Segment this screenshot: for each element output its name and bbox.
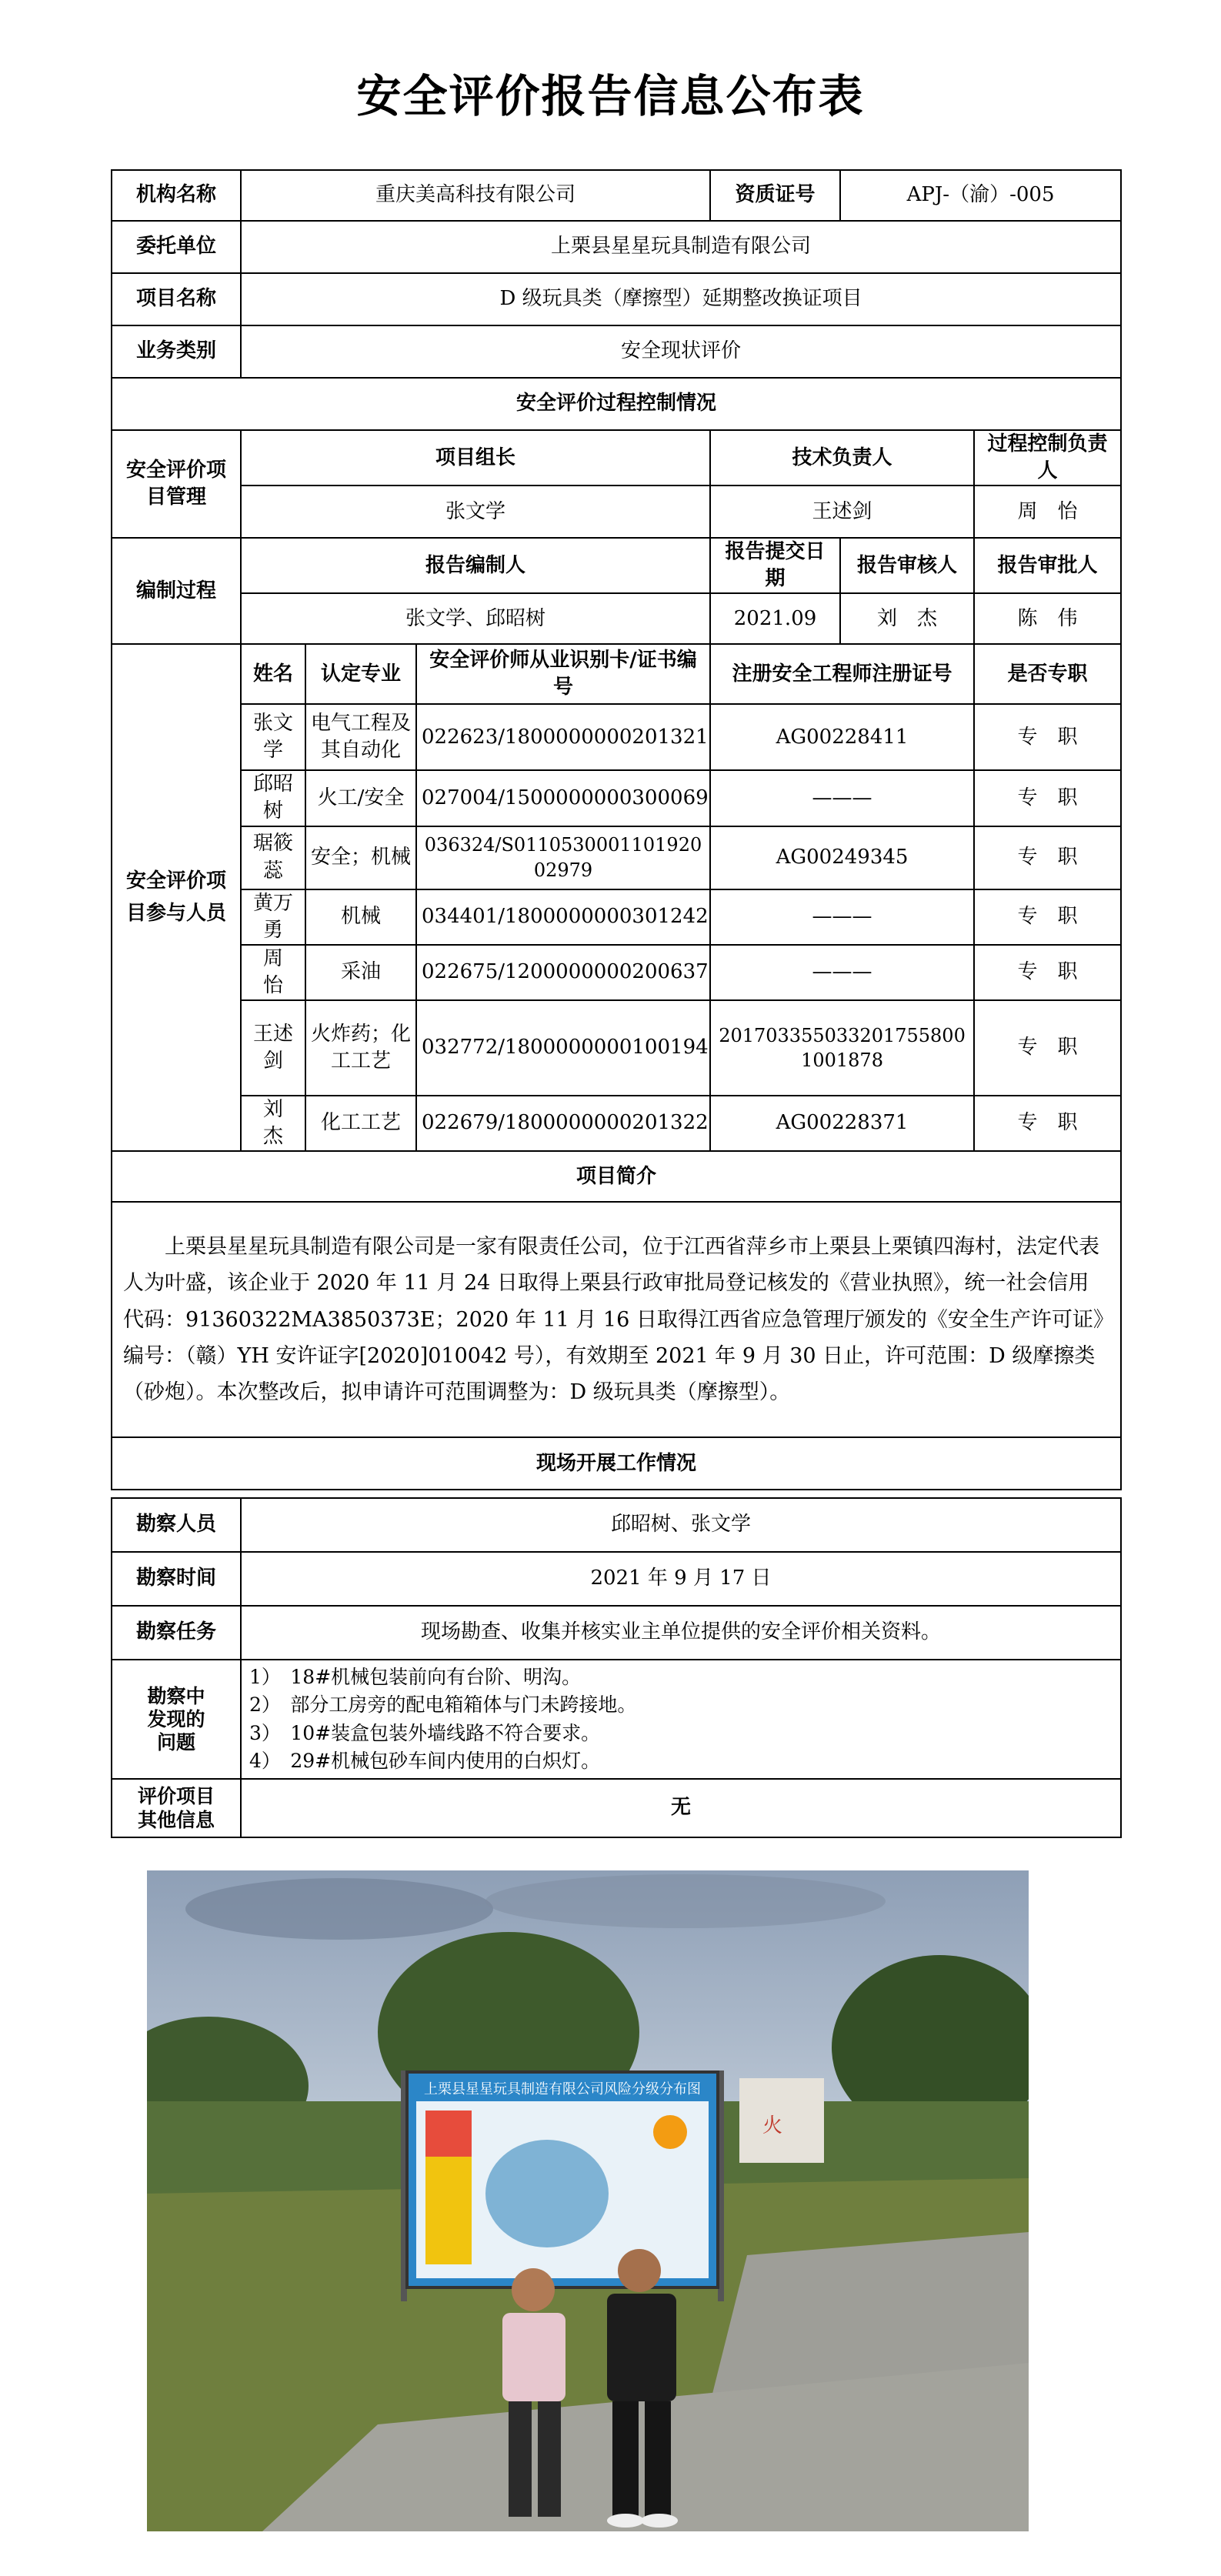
participant-card: 027004/1500000000300069 — [416, 770, 710, 826]
participant-name: 黄万勇 — [241, 889, 305, 945]
participant-fulltime: 专 职 — [974, 1000, 1121, 1096]
participant-major: 机械 — [305, 889, 416, 945]
participant-major: 化工工艺 — [305, 1096, 416, 1151]
participants-header-reg: 注册安全工程师注册证号 — [710, 644, 974, 704]
participant-row — [112, 1096, 1121, 1151]
participant-major: 火炸药；化工工艺 — [305, 1000, 416, 1096]
participants-header-fulltime: 是否专职 — [974, 644, 1121, 704]
survey-task-value: 现场勘查、收集并核实业主单位提供的安全评价相关资料。 — [241, 1606, 1121, 1660]
participant-name: 张文学 — [241, 704, 305, 770]
survey-task-label: 勘察任务 — [112, 1606, 241, 1660]
participant-major: 采油 — [305, 945, 416, 1000]
participant-major: 火工/安全 — [305, 770, 416, 826]
org-value: 重庆美高科技有限公司 — [241, 170, 710, 221]
info-table — [111, 169, 1122, 1490]
survey-issues-label: 勘察中发现的问题 — [112, 1660, 241, 1779]
participant-row — [112, 945, 1121, 1000]
participant-fulltime: 专 职 — [974, 945, 1121, 1000]
participant-card: 022623/1800000000201321 — [416, 704, 710, 770]
business-value: 安全现状评价 — [241, 325, 1121, 378]
management-value-leader: 张文学 — [241, 486, 710, 538]
participant-card: 036324/S011053000110192002979 — [416, 826, 710, 889]
survey-staff-value: 邱昭树、张文学 — [241, 1498, 1121, 1552]
participant-major: 电气工程及其自动化 — [305, 704, 416, 770]
compile-header-approver: 报告审批人 — [974, 538, 1121, 593]
site-photo — [147, 1870, 1029, 2531]
participants-header-major: 认定专业 — [305, 644, 416, 704]
page-title: 安全评价报告信息公布表 — [356, 70, 865, 122]
intro-section-heading: 项目简介 — [112, 1151, 1121, 1202]
participant-reg: ——— — [710, 770, 974, 826]
participant-row — [112, 704, 1121, 770]
process-section-heading: 安全评价过程控制情况 — [112, 378, 1121, 430]
cert-value: APJ-（渝）-005 — [840, 170, 1121, 221]
participant-card: 032772/1800000000100194 — [416, 1000, 710, 1096]
participant-card: 022675/1200000000200637 — [416, 945, 710, 1000]
participant-row — [112, 826, 1121, 889]
compile-value-reviewer: 刘 杰 — [840, 593, 974, 644]
participant-reg: AG00249345 — [710, 826, 974, 889]
sign-char: 火 — [762, 2114, 783, 2137]
participants-header-name: 姓名 — [241, 644, 305, 704]
issue-item: 2） 部分工房旁的配电箱箱体与门未跨接地。 — [249, 1693, 637, 1717]
survey-time-label: 勘察时间 — [112, 1552, 241, 1606]
participants-label: 安全评价项目参与人员 — [112, 644, 241, 1151]
participant-reg: ——— — [710, 889, 974, 945]
compile-header-reviewer: 报告审核人 — [840, 538, 974, 593]
participant-name: 刘 杰 — [241, 1096, 305, 1151]
management-value-control: 周 怡 — [974, 486, 1121, 538]
survey-time-value: 2021 年 9 月 17 日 — [241, 1552, 1121, 1606]
board-title: 上栗县星星玩具制造有限公司风险分级分布图 — [424, 2081, 701, 2097]
management-header-tech: 技术负责人 — [710, 430, 974, 486]
compile-value-author: 张文学、邱昭树 — [241, 593, 710, 644]
issue-item: 4） 29#机械包砂车间内使用的白炽灯。 — [249, 1749, 601, 1772]
participant-row — [112, 770, 1121, 826]
project-value: D 级玩具类（摩擦型）延期整改换证项目 — [241, 273, 1121, 325]
intro-text: 上栗县星星玩具制造有限公司是一家有限责任公司，位于江西省萍乡市上栗县上栗镇四海村，法定代表人为叶盛，该企业于 2020 年 11 月 24 日取得上栗县行政审批局登记核发的《营业执照》，统一社会信用代码：91360322MA3850373E；2020 年 11 月 16 日取得江西省应急管理厅颁发的《安全生产许可证》编号：（赣）YH 安许证字[2020]010042 号），有效期至 2021 年 9 月 30 日止，许可范围：D 级摩擦类（砂炮）。本次整改后，拟申请许可范围调整为：D 级玩具类（摩擦型）。 — [112, 1202, 1121, 1437]
survey-issues-list — [241, 1660, 1121, 1779]
project-label: 项目名称 — [112, 273, 241, 325]
participants-header-card: 安全评价师从业识别卡/证书编号 — [416, 644, 710, 704]
survey-other-value: 无 — [241, 1779, 1121, 1837]
participant-fulltime: 专 职 — [974, 770, 1121, 826]
participant-reg: 2017033550332017558001001878 — [710, 1000, 974, 1096]
issue-item: 1） 18#机械包装前向有台阶、明沟。 — [249, 1666, 582, 1688]
participant-name: 邱昭树 — [241, 770, 305, 826]
participant-major: 安全；机械 — [305, 826, 416, 889]
management-header-leader: 项目组长 — [241, 430, 710, 486]
participant-fulltime: 专 职 — [974, 704, 1121, 770]
participant-name: 周 怡 — [241, 945, 305, 1000]
participant-fulltime: 专 职 — [974, 1096, 1121, 1151]
management-header-control: 过程控制负责人 — [974, 430, 1121, 486]
participant-name: 琚筱蕊 — [241, 826, 305, 889]
compile-value-date: 2021.09 — [710, 593, 840, 644]
participant-row — [112, 1000, 1121, 1096]
client-label: 委托单位 — [112, 221, 241, 273]
participant-reg: ——— — [710, 945, 974, 1000]
compile-value-approver: 陈 伟 — [974, 593, 1121, 644]
cert-label: 资质证号 — [710, 170, 840, 221]
participant-fulltime: 专 职 — [974, 889, 1121, 945]
business-label: 业务类别 — [112, 325, 241, 378]
survey-staff-label: 勘察人员 — [112, 1498, 241, 1552]
participant-reg: AG00228411 — [710, 704, 974, 770]
management-label: 安全评价项目管理 — [112, 430, 241, 538]
participant-reg: AG00228371 — [710, 1096, 974, 1151]
issue-item: 3） 10#装盒包装外墙线路不符合要求。 — [249, 1721, 601, 1744]
participant-fulltime: 专 职 — [974, 826, 1121, 889]
survey-other-label: 评价项目其他信息 — [112, 1779, 241, 1837]
compile-label: 编制过程 — [112, 538, 241, 644]
site-section-heading: 现场开展工作情况 — [112, 1437, 1121, 1490]
participant-card: 022679/1800000000201322 — [416, 1096, 710, 1151]
client-value: 上栗县星星玩具制造有限公司 — [241, 221, 1121, 273]
compile-header-author: 报告编制人 — [241, 538, 710, 593]
person-left — [502, 2313, 565, 2401]
person-right — [607, 2294, 676, 2401]
participant-row — [112, 889, 1121, 945]
management-value-tech: 王述剑 — [710, 486, 974, 538]
compile-header-date: 报告提交日期 — [710, 538, 840, 593]
org-label: 机构名称 — [112, 170, 241, 221]
participant-name: 王述剑 — [241, 1000, 305, 1096]
participant-card: 034401/1800000000301242 — [416, 889, 710, 945]
survey-table — [111, 1497, 1122, 1838]
